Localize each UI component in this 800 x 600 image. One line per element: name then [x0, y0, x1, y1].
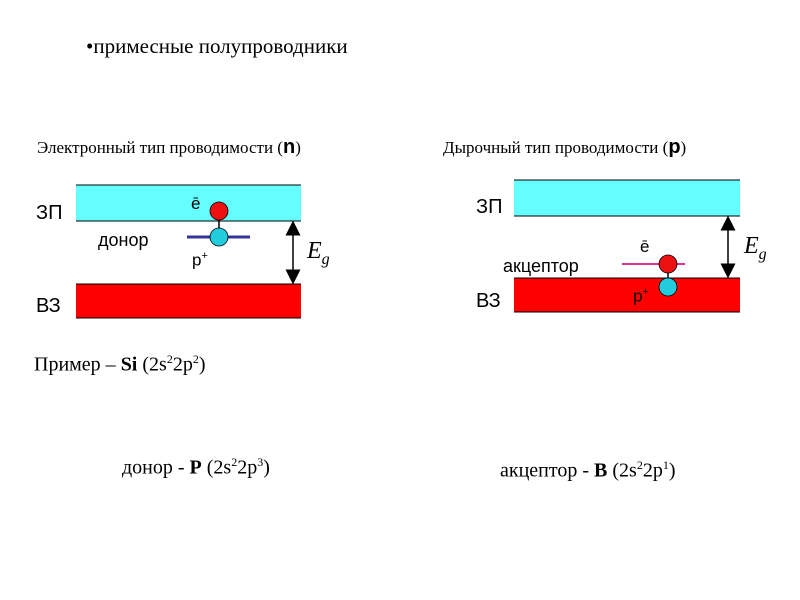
n-valence-band-label: ВЗ	[36, 295, 61, 317]
n-electron	[210, 202, 228, 220]
p-valence-band	[514, 278, 740, 312]
p-electron-label: ē	[640, 237, 650, 256]
n-panel-title: Электронный тип проводимости (n)	[37, 136, 301, 158]
donor-label: донор	[98, 230, 149, 250]
n-conduction-band-label: ЗП	[36, 202, 63, 224]
p-gap-label: $E_g$	[744, 233, 767, 263]
n-valence-band	[76, 284, 301, 318]
n-gap-label: $E_g$	[307, 238, 330, 268]
n-hole	[210, 228, 228, 246]
n-hole-label: p+	[192, 250, 208, 270]
n-electron-label: ē	[191, 194, 201, 213]
acceptor-label: акцептор	[503, 256, 579, 276]
p-hole-label: p+	[633, 286, 649, 306]
p-valence-band-label: ВЗ	[476, 290, 501, 312]
donor-formula: донор - P $(2s^22p^3)$	[122, 455, 270, 479]
p-conduction-band-label: ЗП	[476, 196, 503, 218]
p-conduction-band	[514, 180, 740, 216]
p-hole	[659, 278, 677, 296]
p-electron	[659, 255, 677, 273]
acceptor-formula: акцептор - B $(2s^22p^1)$	[500, 458, 676, 482]
slide-heading: •примесные полупроводники	[86, 34, 348, 58]
example-formula: Пример – Si $(2s^22p^2)$	[34, 352, 206, 376]
p-panel-title: Дырочный тип проводимости (p)	[443, 136, 687, 158]
n-conduction-band	[76, 185, 301, 221]
